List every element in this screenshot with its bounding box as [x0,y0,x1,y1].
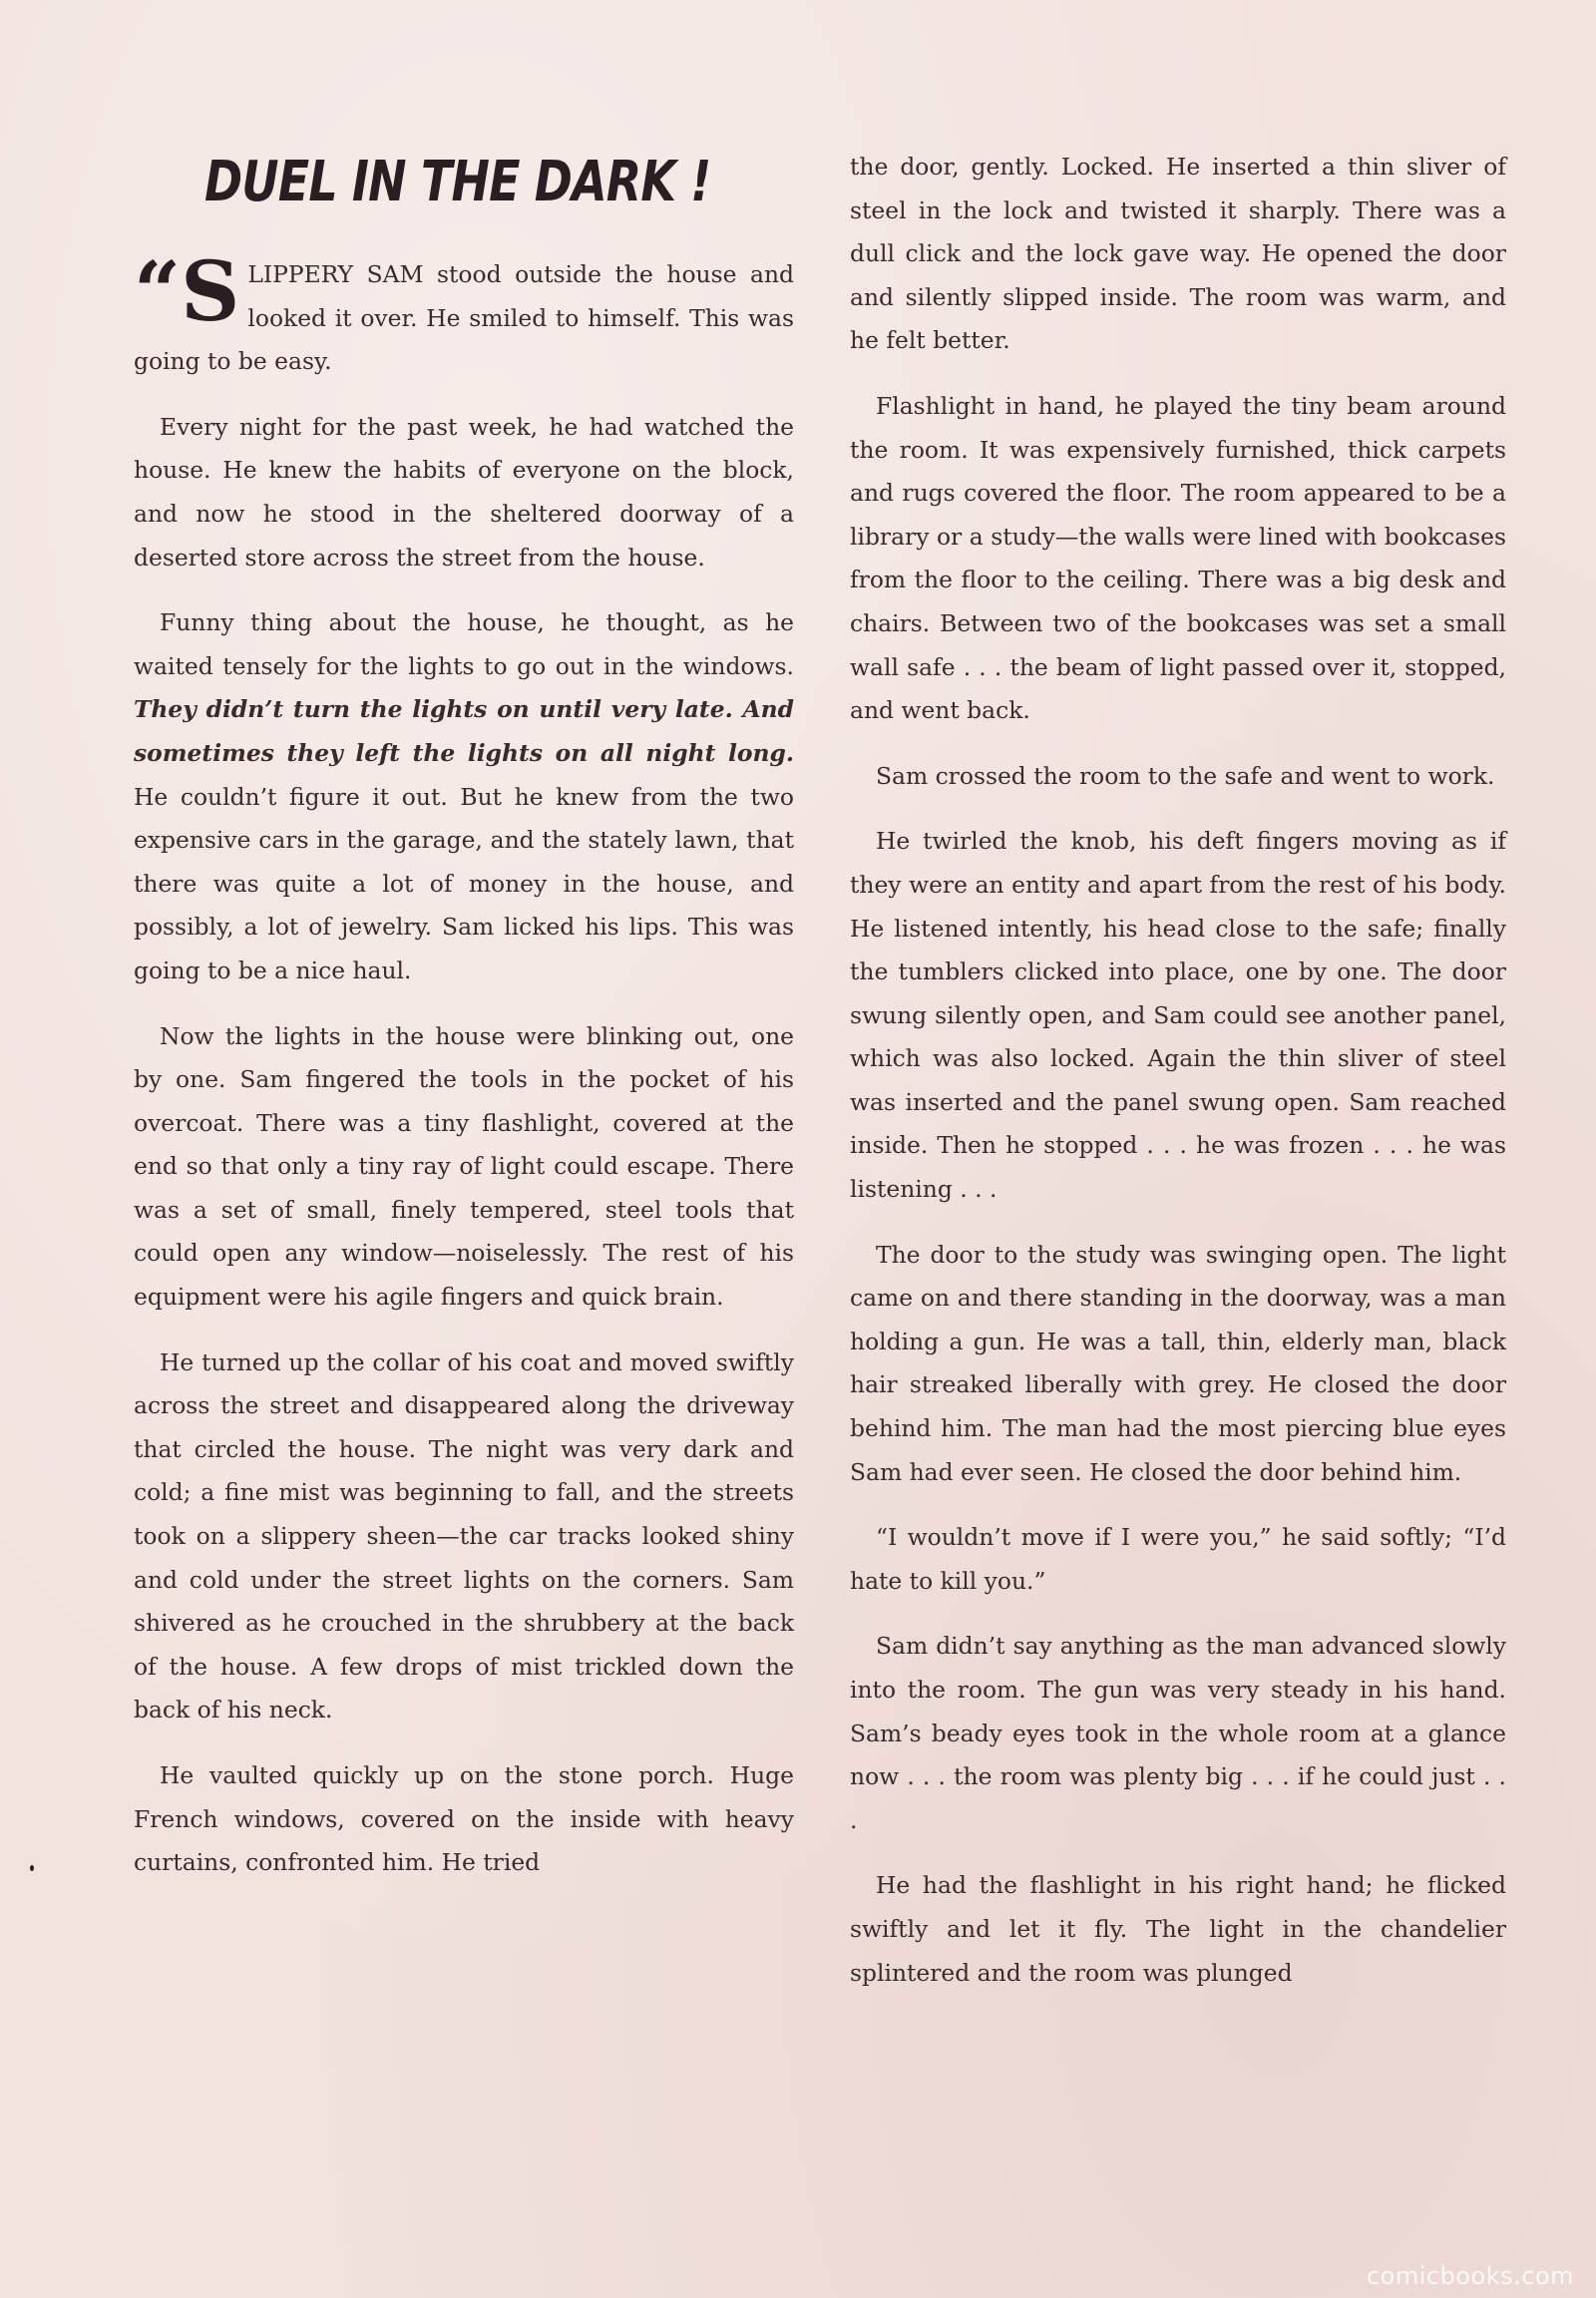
story-title: DUEL IN THE DARK ! [204,150,711,214]
paragraph-text: He couldn’t figure it out. But he knew from the two expensive cars in the garage, and the stately lawn, that there was quite a lot of money in the house, and possibly, a lot of jewelry. Sam licked his lips. This was going to be a nice haul. [134,782,794,984]
left-column-text [134,244,794,1907]
italic-emphasis: They didn’t turn the lights on until very late. And sometimes they left the lights on all night long. [134,695,794,767]
paragraph [134,244,794,384]
watermark: comicbooks.com [1366,2262,1574,2290]
print-speck [30,1865,34,1871]
paragraph: Now the lights in the house were blinking out, one by one. Sam fingered the tools in the pocket of his overcoat. There was a tiny flashlight, covered at the end so that only a tiny ray of light could escape. There was a set of small, finely tempered, steel tools that could open any window—noiselessly. The rest of his equipment were his agile fingers and quick brain. [134,1021,794,1312]
paragraph: “I wouldn’t move if I were you,” he said softly; “I’d hate to kill you.” [850,1523,1506,1595]
paragraph: Every night for the past week, he had watched the house. He knew the habits of everyone on the block, and now he stood in the sheltered doorway of a deserted store across the street from the house. [134,412,794,572]
paragraph: the door, gently. Locked. He inserted a thin sliver of steel in the lock and twisted it sharply. There was a dull click and the lock gave way. He opened the door and silently slipped inside. The room was warm, and he felt better. [850,153,1506,355]
paragraph: He had the flashlight in his right hand; he flicked swiftly and let it fly. The light in the chandelier splintered and the room was plunged [850,1871,1506,1987]
paragraph: Sam didn’t say anything as the man advanced slowly into the room. The gun was very steady in his hand. Sam’s beady eyes took in the whole room at a glance now . . . the room was plenty big . . . if he could just . . . [850,1632,1506,1834]
paragraph [134,601,794,992]
paragraph: He twirled the knob, his deft fingers moving as if they were an entity and apart from the rest of his body. He listened intently, his head close to the safe; finally the tumblers clicked into place, one by one. The door swung silently open, and Sam could see another panel, which was also locked. Again the thin sliver of steel was inserted and the panel swung open. Sam reached inside. Then he stopped . . . he was frozen . . . he was listening . . . [850,827,1506,1204]
paragraph: The door to the study was swinging open. The light came on and there standing in the doorway, was a man holding a gun. He was a tall, thin, elderly man, black hair streaked liberally with grey. He closed the door behind him. The man had the most piercing blue eyes Sam had ever seen. He closed the door behind him. [850,1240,1506,1486]
paragraph-text: Funny thing about the house, he thought, as he waited tensely for the lights to go out in the windows. [134,608,794,680]
paragraph-text: LIPPERY SAM stood outside the house and looked it over. He smiled to himself. This was going to be easy. [134,260,794,376]
paragraph: He turned up the collar of his coat and moved swiftly across the street and disappeared along the driveway that circled the house. The night was very dark and cold; a fine mist was beginning to fall, and the streets took on a slippery sheen—the car tracks looked shiny and cold under the street lights on the corners. Sam shivered as he crouched in the shrubbery at the back of the house. A few drops of mist trickled down the back of his neck. [134,1347,794,1724]
paragraph: Flashlight in hand, he played the tiny beam around the room. It was expensively furnished, thick carpets and rugs covered the floor. The room appeared to be a library or a study—the walls were lined with bookcases from the floor to the ceiling. There was a big desk and chairs. Between two of the bookcases was set a small wall safe . . . the beam of light passed over it, stopped, and went back. [850,391,1506,725]
dropcap-letter: S [181,244,240,340]
dropcap [134,244,240,340]
paragraph: Sam crossed the room to the safe and went to work. [876,761,1495,790]
opening-quote: “ [134,244,182,340]
right-column-text [850,146,1506,2017]
paragraph: He vaulted quickly up on the stone porch. Huge French windows, covered on the inside with heavy curtains, confronted him. He tried [134,1761,794,1877]
